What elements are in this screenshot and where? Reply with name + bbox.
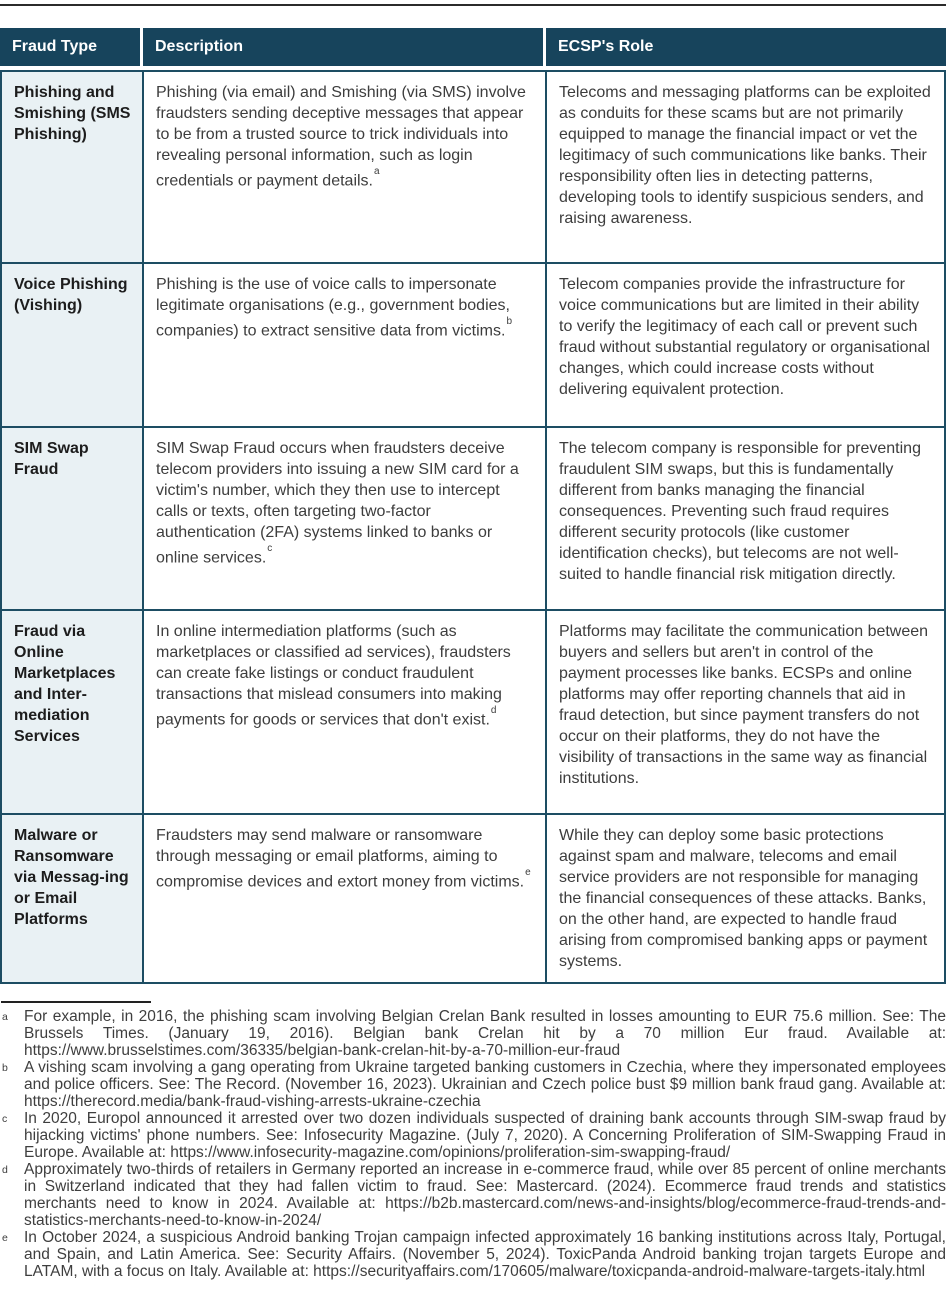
- fraud-type-cell: SIM Swap Fraud: [2, 428, 144, 609]
- footnote-ref: e: [525, 867, 531, 878]
- header-cell-fraud-type: Fraud Type: [0, 28, 140, 66]
- description-text: SIM Swap Fraud occurs when fraudsters deceive telecom providers into issuing a new SIM card for a victim's number, which they then use to intercept calls or texts, often targeting two-factor authentication (2FA) systems linked to banks or online services.: [156, 440, 519, 567]
- footnote-text: For example, in 2016, the phishing scam involving Belgian Crelan Bank resulted in losses amounting to EUR 75.6 million. See: The Brussels Times. (January 19, 2016). Belgian bank Crelan hit by a 70 million Eur fraud. Available at: https://www.brusselstimes.com/36335/belgian-bank-crelan-hit-by-a-70-million-eur-fraud: [24, 1008, 946, 1059]
- fraud-types-table: [0, 28, 946, 984]
- table-row-online-marketplaces: [2, 611, 944, 815]
- description-text: Phishing is the use of voice calls to impersonate legitimate organisations (e.g., government bodies, companies) to extract sensitive data from victims.: [156, 276, 510, 340]
- footnote-text: In 2020, Europol announced it arrested over two dozen individuals suspected of draining bank accounts through SIM-swap fraud by hijacking victims' phone numbers. See: Infosecurity Magazine. (July 7, 2020). A Concerning Proliferation of SIM-Swapping Fraud in Europe. Available at: https://www.infosecurity-magazine.com/opinions/proliferation-sim-swapping-fraud/: [24, 1110, 946, 1161]
- description-text: In online intermediation platforms (such as marketplaces or classified ad services), fraudsters can create fake listings or conduct fraudulent transactions that mislead consumers into making payments for goods or services that don't exist.: [156, 623, 511, 729]
- header-cell-description: Description: [143, 28, 543, 66]
- footnote-marker: d: [2, 1164, 8, 1176]
- fraud-type-cell: Phishing and Smishing (SMS Phishing): [2, 72, 144, 262]
- ecsp-role-cell: Telecoms and messaging platforms can be exploited as conduits for these scams but are not primarily equipped to manage the financial impact or vet the legitimacy of such communications like banks. Their responsibility often lies in detecting patterns, developing tools to identify suspicious senders, and raising awareness.: [559, 84, 931, 227]
- footnote-ref: a: [374, 166, 380, 177]
- page-top-rule: [0, 4, 946, 6]
- fraud-type-cell: Malware or Ransomware via Messag-ing or Email Platforms: [2, 815, 144, 982]
- footnote-d: [0, 1161, 946, 1229]
- footnote-ref: c: [267, 543, 273, 554]
- table-row-phishing-smishing: [2, 72, 944, 264]
- footnote-separator-rule: [1, 1001, 151, 1003]
- table-row-sim-swap: [2, 428, 944, 611]
- footnote-ref: d: [490, 705, 497, 716]
- footnote-text: A vishing scam involving a gang operating from Ukraine targeted banking customers in Czechia, where they impersonated employees and police officers. See: The Record. (November 16, 2023). Ukrainian and Czech police bust $9 million bank fraud gang. Available at: https://therecord.media/bank-fraud-vishing-arrests-ukraine-czechia: [24, 1059, 946, 1110]
- description-cell: [144, 611, 547, 813]
- ecsp-role-cell: While they can deploy some basic protections against spam and malware, telecoms and email service providers are not responsible for managing the financial consequences of these attacks. Banks, on the other hand, are expected to handle fraud arising from compromised banking apps or payment systems.: [559, 827, 928, 970]
- footnote-c: [0, 1110, 946, 1161]
- ecsp-role-cell: Telecom companies provide the infrastructure for voice communications but are limited in their ability to verify the legitimacy of each call or prevent such fraud without substantial regulatory or organisational changes, which could increase costs without delivering equivalent protection.: [559, 276, 930, 398]
- description-cell: [144, 815, 547, 982]
- footnote-text: Approximately two-thirds of retailers in Germany reported an increase in e-commerce fraud, while over 85 percent of online merchants in Switzerland indicated that they had fallen victim to fraud. See: Mastercard. (2024). Ecommerce fraud trends and statistics merchants need to know in 2024. Available at: https://b2b.mastercard.com/news-and-insights/blog/ecommerce-fraud-trends-and-statistics-merchants-need-to-know-in-2024/: [24, 1161, 946, 1229]
- footnote-a: [0, 1008, 946, 1059]
- footnote-marker: c: [2, 1113, 8, 1125]
- footnote-e: [0, 1229, 946, 1280]
- footnotes-section: [0, 1008, 946, 1280]
- ecsp-role-cell: Platforms may facilitate the communication between buyers and sellers but aren't in control of the payment processes like banks. ECSPs and online platforms may offer reporting channels that aid in fraud detection, but since payment transfers do not occur on their platforms, they do not have the visibility of transactions in the same way as financial institutions.: [559, 623, 929, 787]
- description-cell: [144, 72, 547, 262]
- description-cell: [144, 264, 547, 426]
- description-text: Fraudsters may send malware or ransomware through messaging or email platforms, aiming to compromise devices and extort money from victims.: [156, 827, 525, 891]
- table-body: [0, 70, 946, 984]
- table-header-row: [0, 28, 946, 66]
- footnote-marker: a: [2, 1011, 8, 1023]
- description-cell: [144, 428, 547, 609]
- description-text: Phishing (via email) and Smishing (via SMS) involve fraudsters sending deceptive messages that appear to be from a trusted source to trick individuals into revealing personal information, such as login credentials or payment details.: [156, 84, 526, 190]
- fraud-type-cell: Fraud via Online Marketplaces and Inter-mediation Services: [2, 611, 144, 813]
- table-row-malware-ransomware: [2, 815, 944, 982]
- footnote-b: [0, 1059, 946, 1110]
- footnote-marker: b: [2, 1062, 8, 1074]
- fraud-type-cell: Voice Phishing (Vishing): [2, 264, 144, 426]
- table-row-vishing: [2, 264, 944, 428]
- ecsp-role-cell: The telecom company is responsible for preventing fraudulent SIM swaps, but this is fundamentally different from banks managing the financial consequences. Preventing such fraud requires different security protocols (like customer identification checks), but telecoms are not well-suited to handle financial risk mitigation directly.: [559, 440, 921, 583]
- footnote-text: In October 2024, a suspicious Android banking Trojan campaign infected approximately 16 banking institutions across Italy, Portugal, and Spain, and Latin America. See: Security Affairs. (November 5, 2024). ToxicPanda Android banking trojan targets Europe and LATAM, with a focus on Italy. Available at: https://securityaffairs.com/170605/malware/toxicpanda-android-malware-targets-italy.html: [24, 1229, 946, 1280]
- footnote-marker: e: [2, 1232, 8, 1244]
- header-cell-ecsp-role: ECSP's Role: [546, 28, 946, 66]
- footnote-ref: b: [506, 316, 513, 327]
